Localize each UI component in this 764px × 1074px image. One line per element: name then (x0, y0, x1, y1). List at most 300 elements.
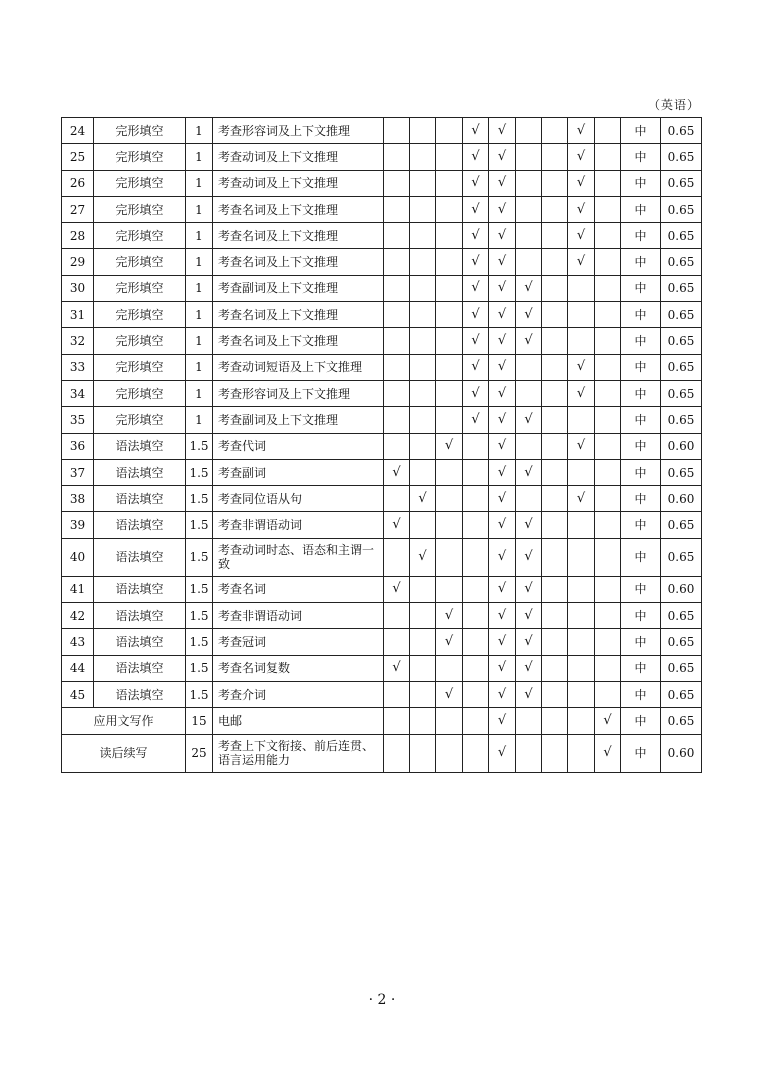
difficulty-value: 0.65 (661, 629, 702, 655)
question-type: 语法填空 (94, 681, 186, 707)
content: 考查名词及上下文推理 (213, 196, 384, 222)
check-mark-icon: √ (516, 629, 542, 655)
score: 1.5 (186, 512, 213, 538)
content: 考查名词及上下文推理 (213, 328, 384, 354)
table-row (62, 223, 702, 249)
question-number: 40 (62, 538, 94, 576)
check-cell (542, 576, 568, 602)
score: 1.5 (186, 538, 213, 576)
check-cell (410, 708, 436, 734)
check-mark-icon: √ (489, 459, 516, 485)
check-cell (410, 144, 436, 170)
content: 考查同位语从句 (213, 486, 384, 512)
content: 考查副词 (213, 459, 384, 485)
check-mark-icon: √ (463, 144, 489, 170)
check-mark-icon: √ (489, 328, 516, 354)
score: 1 (186, 223, 213, 249)
check-cell (568, 603, 595, 629)
check-cell (463, 734, 489, 772)
question-number: 42 (62, 603, 94, 629)
check-mark-icon: √ (568, 144, 595, 170)
difficulty-value: 0.65 (661, 380, 702, 406)
question-type: 完形填空 (94, 275, 186, 301)
question-type: 完形填空 (94, 328, 186, 354)
difficulty: 中 (621, 576, 661, 602)
check-mark-icon: √ (489, 576, 516, 602)
difficulty: 中 (621, 708, 661, 734)
check-mark-icon: √ (489, 196, 516, 222)
check-cell (516, 118, 542, 144)
table-row (62, 512, 702, 538)
question-number: 43 (62, 629, 94, 655)
check-cell (436, 302, 463, 328)
check-mark-icon: √ (489, 354, 516, 380)
check-cell (542, 354, 568, 380)
check-cell (384, 144, 410, 170)
check-mark-icon: √ (516, 681, 542, 707)
check-mark-icon: √ (463, 328, 489, 354)
check-mark-icon: √ (489, 486, 516, 512)
difficulty: 中 (621, 486, 661, 512)
check-cell (568, 328, 595, 354)
question-number: 31 (62, 302, 94, 328)
check-cell (595, 328, 621, 354)
score: 1.5 (186, 629, 213, 655)
check-mark-icon: √ (489, 603, 516, 629)
check-mark-icon: √ (463, 380, 489, 406)
page-number: · 2 · (368, 992, 396, 1008)
check-cell (542, 459, 568, 485)
check-mark-icon: √ (463, 407, 489, 433)
check-cell (410, 655, 436, 681)
table-row (62, 538, 702, 576)
exam-spec-table (61, 117, 702, 773)
table-row (62, 170, 702, 196)
score: 1 (186, 144, 213, 170)
table-row (62, 734, 702, 772)
question-number: 35 (62, 407, 94, 433)
table-row (62, 681, 702, 707)
check-cell (568, 538, 595, 576)
check-mark-icon: √ (463, 170, 489, 196)
content: 考查动词及上下文推理 (213, 170, 384, 196)
content: 考查副词及上下文推理 (213, 275, 384, 301)
check-cell (384, 486, 410, 512)
difficulty-value: 0.60 (661, 486, 702, 512)
check-mark-icon: √ (516, 275, 542, 301)
check-cell (410, 380, 436, 406)
question-number: 29 (62, 249, 94, 275)
check-cell (516, 708, 542, 734)
content: 考查副词及上下文推理 (213, 407, 384, 433)
question-type: 完形填空 (94, 302, 186, 328)
check-cell (384, 538, 410, 576)
question-type: 完形填空 (94, 223, 186, 249)
difficulty: 中 (621, 734, 661, 772)
score: 1.5 (186, 655, 213, 681)
check-cell (436, 249, 463, 275)
difficulty-value: 0.60 (661, 433, 702, 459)
check-cell (516, 380, 542, 406)
check-cell (384, 407, 410, 433)
score: 1.5 (186, 576, 213, 602)
check-cell (542, 433, 568, 459)
check-cell (436, 538, 463, 576)
content: 考查形容词及上下文推理 (213, 118, 384, 144)
difficulty: 中 (621, 603, 661, 629)
check-mark-icon: √ (568, 354, 595, 380)
check-cell (436, 655, 463, 681)
check-cell (568, 512, 595, 538)
check-cell (410, 249, 436, 275)
table-row (62, 354, 702, 380)
check-cell (595, 576, 621, 602)
check-cell (595, 196, 621, 222)
check-cell (436, 459, 463, 485)
check-cell (568, 708, 595, 734)
question-number: 24 (62, 118, 94, 144)
question-number: 41 (62, 576, 94, 602)
question-type: 完形填空 (94, 118, 186, 144)
difficulty: 中 (621, 681, 661, 707)
check-mark-icon: √ (410, 486, 436, 512)
check-cell (516, 433, 542, 459)
check-cell (542, 629, 568, 655)
check-cell (568, 459, 595, 485)
question-number: 25 (62, 144, 94, 170)
table-row (62, 407, 702, 433)
check-mark-icon: √ (516, 407, 542, 433)
check-cell (516, 486, 542, 512)
score: 1.5 (186, 603, 213, 629)
table-row (62, 459, 702, 485)
check-cell (384, 118, 410, 144)
check-mark-icon: √ (463, 275, 489, 301)
check-cell (463, 512, 489, 538)
check-cell (542, 603, 568, 629)
check-cell (542, 512, 568, 538)
check-cell (410, 223, 436, 249)
check-cell (595, 275, 621, 301)
score: 1.5 (186, 459, 213, 485)
question-type: 完形填空 (94, 170, 186, 196)
check-cell (436, 380, 463, 406)
check-cell (516, 196, 542, 222)
subject-label: （英语） (647, 98, 700, 112)
question-number: 27 (62, 196, 94, 222)
check-cell (542, 486, 568, 512)
question-number: 30 (62, 275, 94, 301)
check-cell (516, 170, 542, 196)
content: 考查名词及上下文推理 (213, 249, 384, 275)
check-mark-icon: √ (489, 708, 516, 734)
difficulty-value: 0.65 (661, 302, 702, 328)
check-mark-icon: √ (463, 118, 489, 144)
table-row (62, 433, 702, 459)
table-row (62, 576, 702, 602)
difficulty-value: 0.65 (661, 249, 702, 275)
check-mark-icon: √ (516, 538, 542, 576)
check-cell (595, 433, 621, 459)
check-cell (542, 708, 568, 734)
check-cell (542, 275, 568, 301)
content: 考查上下文衔接、前后连贯、语言运用能力 (213, 734, 384, 772)
score: 1 (186, 275, 213, 301)
content: 考查冠词 (213, 629, 384, 655)
difficulty-value: 0.65 (661, 407, 702, 433)
check-mark-icon: √ (436, 603, 463, 629)
score: 1 (186, 196, 213, 222)
check-cell (410, 196, 436, 222)
table-row (62, 249, 702, 275)
check-mark-icon: √ (489, 681, 516, 707)
check-mark-icon: √ (436, 629, 463, 655)
difficulty: 中 (621, 512, 661, 538)
check-cell (384, 708, 410, 734)
check-cell (410, 433, 436, 459)
check-cell (410, 118, 436, 144)
check-mark-icon: √ (384, 459, 410, 485)
check-cell (568, 302, 595, 328)
check-cell (542, 380, 568, 406)
check-cell (463, 486, 489, 512)
check-cell (568, 655, 595, 681)
difficulty: 中 (621, 433, 661, 459)
check-cell (542, 223, 568, 249)
check-cell (568, 576, 595, 602)
score: 1.5 (186, 681, 213, 707)
question-number: 33 (62, 354, 94, 380)
check-cell (595, 603, 621, 629)
check-cell (542, 196, 568, 222)
score: 15 (186, 708, 213, 734)
check-mark-icon: √ (516, 512, 542, 538)
check-cell (595, 144, 621, 170)
score: 1 (186, 328, 213, 354)
check-cell (436, 512, 463, 538)
content: 考查名词复数 (213, 655, 384, 681)
check-mark-icon: √ (489, 302, 516, 328)
check-cell (595, 629, 621, 655)
content: 考查动词时态、语态和主谓一致 (213, 538, 384, 576)
check-cell (463, 681, 489, 707)
content: 考查名词及上下文推理 (213, 302, 384, 328)
check-cell (516, 144, 542, 170)
difficulty-value: 0.65 (661, 512, 702, 538)
check-cell (595, 655, 621, 681)
check-cell (463, 576, 489, 602)
score: 1 (186, 302, 213, 328)
content: 考查非谓语动词 (213, 512, 384, 538)
question-type: 完形填空 (94, 380, 186, 406)
check-cell (410, 459, 436, 485)
difficulty-value: 0.65 (661, 118, 702, 144)
check-cell (542, 170, 568, 196)
content: 考查名词及上下文推理 (213, 223, 384, 249)
score: 1.5 (186, 433, 213, 459)
check-mark-icon: √ (516, 328, 542, 354)
check-cell (384, 681, 410, 707)
question-type: 完形填空 (94, 407, 186, 433)
content: 考查名词 (213, 576, 384, 602)
content: 电邮 (213, 708, 384, 734)
check-cell (463, 603, 489, 629)
question-type: 语法填空 (94, 433, 186, 459)
check-cell (384, 433, 410, 459)
check-mark-icon: √ (489, 118, 516, 144)
difficulty: 中 (621, 275, 661, 301)
table-row (62, 708, 702, 734)
check-cell (410, 512, 436, 538)
difficulty-value: 0.65 (661, 223, 702, 249)
question-type: 语法填空 (94, 512, 186, 538)
score: 1 (186, 118, 213, 144)
score: 1 (186, 249, 213, 275)
question-type: 语法填空 (94, 459, 186, 485)
question-number: 37 (62, 459, 94, 485)
check-cell (463, 708, 489, 734)
check-mark-icon: √ (516, 302, 542, 328)
check-mark-icon: √ (568, 196, 595, 222)
question-type: 语法填空 (94, 629, 186, 655)
check-cell (568, 275, 595, 301)
check-cell (542, 118, 568, 144)
check-cell (595, 681, 621, 707)
check-cell (410, 407, 436, 433)
check-mark-icon: √ (463, 196, 489, 222)
check-mark-icon: √ (463, 354, 489, 380)
difficulty-value: 0.60 (661, 734, 702, 772)
difficulty: 中 (621, 629, 661, 655)
check-cell (595, 512, 621, 538)
check-cell (436, 275, 463, 301)
content: 考查代词 (213, 433, 384, 459)
difficulty-value: 0.65 (661, 538, 702, 576)
check-cell (436, 708, 463, 734)
content: 考查动词及上下文推理 (213, 144, 384, 170)
check-cell (436, 328, 463, 354)
check-cell (436, 354, 463, 380)
table-row (62, 275, 702, 301)
table-row (62, 196, 702, 222)
check-cell (384, 223, 410, 249)
check-cell (410, 576, 436, 602)
difficulty: 中 (621, 302, 661, 328)
check-cell (542, 302, 568, 328)
check-cell (595, 459, 621, 485)
difficulty: 中 (621, 459, 661, 485)
check-cell (516, 734, 542, 772)
check-cell (384, 196, 410, 222)
check-cell (436, 734, 463, 772)
table-row (62, 380, 702, 406)
check-mark-icon: √ (516, 655, 542, 681)
check-mark-icon: √ (568, 249, 595, 275)
check-mark-icon: √ (568, 433, 595, 459)
check-cell (436, 486, 463, 512)
content: 考查形容词及上下文推理 (213, 380, 384, 406)
check-mark-icon: √ (489, 734, 516, 772)
check-cell (436, 407, 463, 433)
check-cell (410, 681, 436, 707)
table-row (62, 144, 702, 170)
question-type: 应用文写作 (62, 708, 186, 734)
check-cell (410, 275, 436, 301)
question-type: 读后续写 (62, 734, 186, 772)
check-mark-icon: √ (568, 118, 595, 144)
difficulty-value: 0.65 (661, 708, 702, 734)
check-cell (436, 196, 463, 222)
check-cell (436, 144, 463, 170)
check-mark-icon: √ (436, 433, 463, 459)
check-cell (436, 223, 463, 249)
check-mark-icon: √ (489, 655, 516, 681)
table-row (62, 603, 702, 629)
question-number: 45 (62, 681, 94, 707)
score: 1 (186, 407, 213, 433)
check-cell (463, 629, 489, 655)
check-mark-icon: √ (410, 538, 436, 576)
difficulty-value: 0.65 (661, 681, 702, 707)
check-mark-icon: √ (463, 302, 489, 328)
check-cell (410, 170, 436, 196)
check-mark-icon: √ (568, 223, 595, 249)
check-cell (516, 223, 542, 249)
check-mark-icon: √ (595, 734, 621, 772)
check-cell (595, 354, 621, 380)
check-cell (410, 302, 436, 328)
score: 25 (186, 734, 213, 772)
check-mark-icon: √ (568, 486, 595, 512)
check-cell (410, 328, 436, 354)
table-row (62, 118, 702, 144)
check-cell (568, 407, 595, 433)
check-cell (595, 223, 621, 249)
check-cell (410, 603, 436, 629)
check-cell (384, 275, 410, 301)
check-cell (463, 433, 489, 459)
difficulty-value: 0.65 (661, 328, 702, 354)
check-mark-icon: √ (489, 512, 516, 538)
table-row (62, 629, 702, 655)
content: 考查非谓语动词 (213, 603, 384, 629)
score: 1 (186, 354, 213, 380)
check-mark-icon: √ (489, 407, 516, 433)
check-mark-icon: √ (568, 170, 595, 196)
check-cell (568, 681, 595, 707)
check-cell (595, 538, 621, 576)
check-cell (542, 328, 568, 354)
check-mark-icon: √ (489, 538, 516, 576)
check-cell (463, 538, 489, 576)
check-cell (595, 249, 621, 275)
check-cell (542, 249, 568, 275)
question-type: 语法填空 (94, 486, 186, 512)
content: 考查动词短语及上下文推理 (213, 354, 384, 380)
check-mark-icon: √ (489, 380, 516, 406)
check-mark-icon: √ (489, 433, 516, 459)
question-number: 44 (62, 655, 94, 681)
table-row (62, 302, 702, 328)
check-cell (568, 629, 595, 655)
difficulty: 中 (621, 249, 661, 275)
question-number: 26 (62, 170, 94, 196)
check-cell (410, 629, 436, 655)
table-row (62, 655, 702, 681)
check-cell (384, 629, 410, 655)
check-mark-icon: √ (489, 144, 516, 170)
question-type: 语法填空 (94, 576, 186, 602)
